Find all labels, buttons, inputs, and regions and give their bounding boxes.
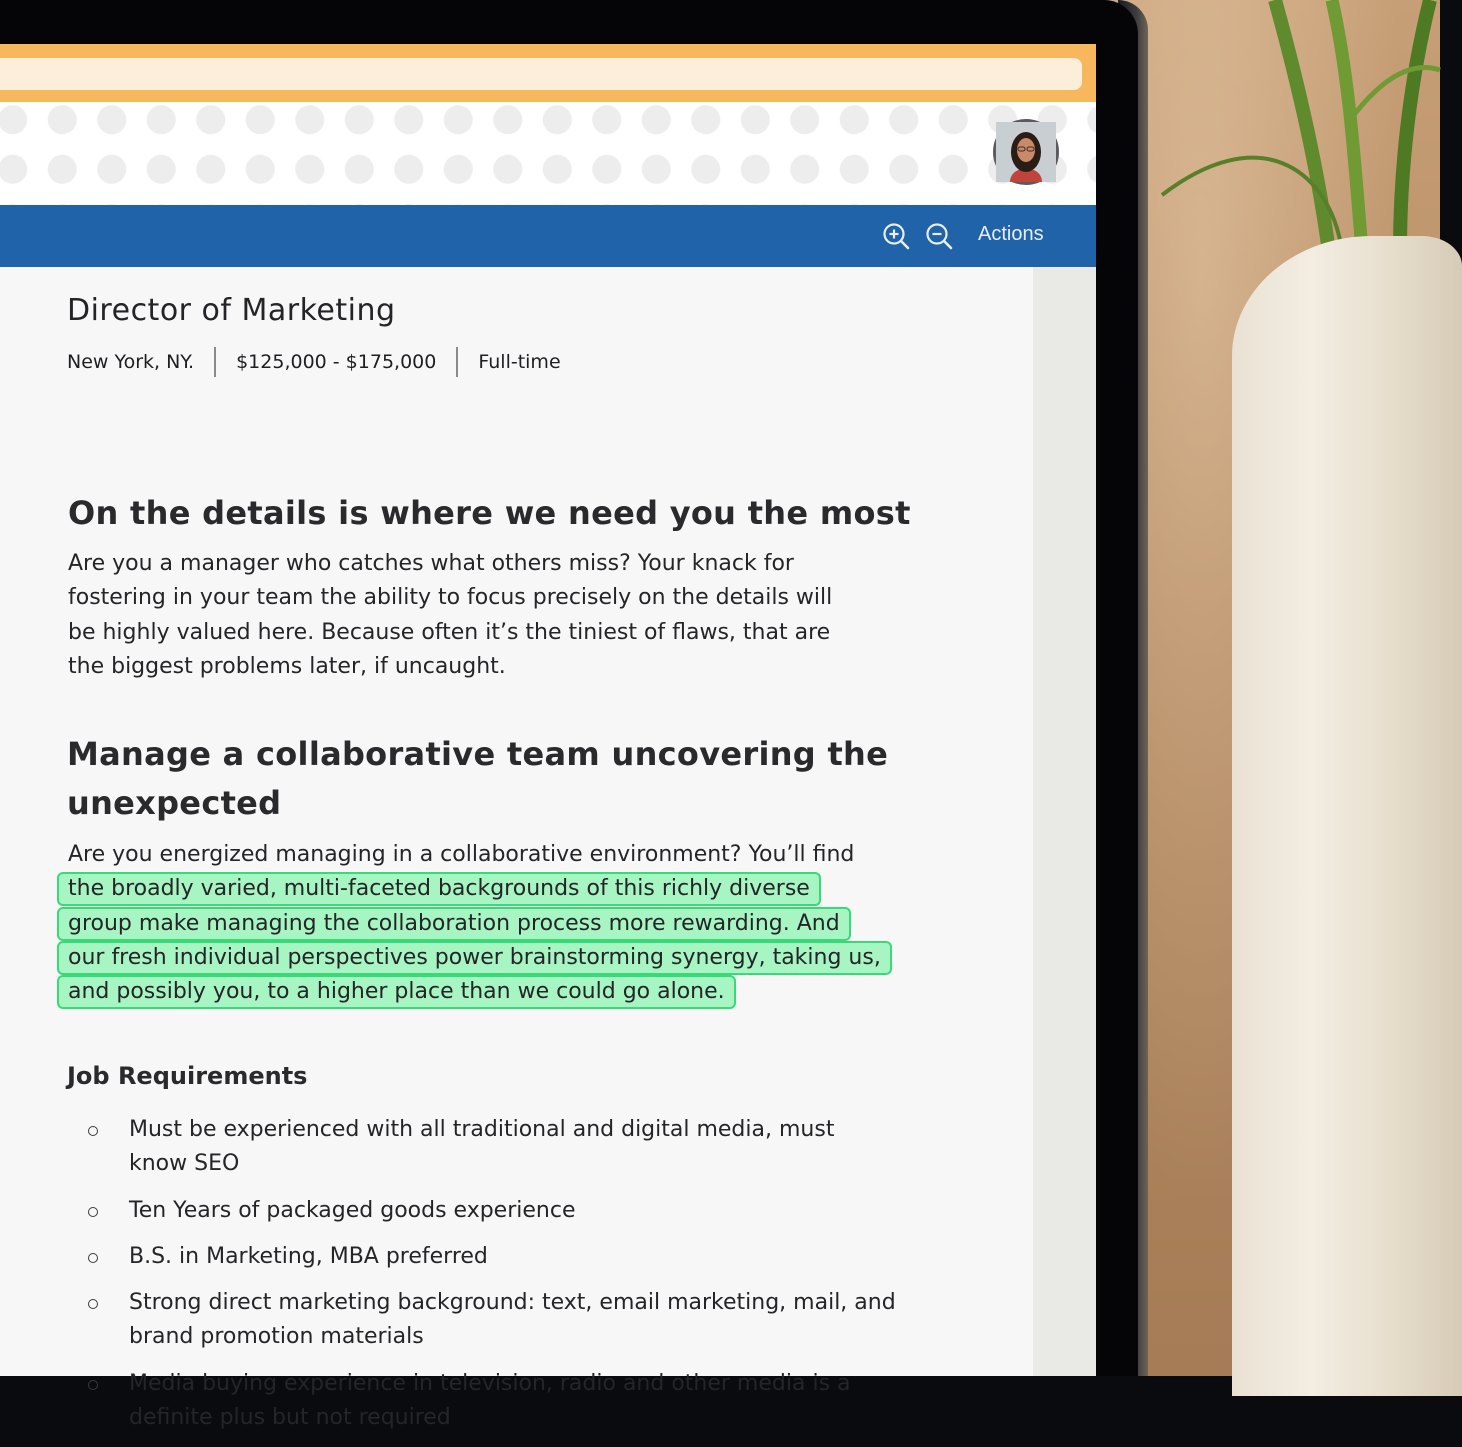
list-item-line: Media buying experience in television, radio and other media is a xyxy=(129,1370,851,1396)
zoom-in-icon[interactable] xyxy=(882,222,910,250)
document-toolbar xyxy=(0,205,1096,267)
paragraph-line: be highly valued here. Because often it’s the tiniest of flaws, that are xyxy=(68,619,831,645)
paragraph-line: fostering in your team the ability to focus precisely on the details will xyxy=(68,585,833,611)
bullet-icon xyxy=(88,1126,98,1136)
page-header xyxy=(0,102,1096,205)
section1-heading: On the details is where we need you the most xyxy=(68,494,911,532)
user-avatar[interactable] xyxy=(993,119,1059,185)
address-bar[interactable] xyxy=(0,58,1082,90)
paragraph-line: the biggest problems later, if uncaught. xyxy=(68,653,506,679)
bullet-icon xyxy=(88,1380,98,1390)
list-item xyxy=(86,1113,986,1182)
requirements-heading: Job Requirements xyxy=(67,1062,308,1090)
bullet-icon xyxy=(88,1253,98,1263)
actions-menu-button[interactable]: Actions xyxy=(978,223,1044,245)
list-item xyxy=(86,1367,986,1436)
bullet-icon xyxy=(88,1299,98,1309)
list-item xyxy=(86,1286,986,1355)
job-location: New York, NY. xyxy=(67,351,195,373)
section1-paragraph xyxy=(68,547,928,684)
job-type: Full-time xyxy=(478,351,561,373)
highlighted-text[interactable]: the broadly varied, multi-faceted backgrounds of this richly diverse xyxy=(57,872,821,906)
paragraph-line: Are you energized managing in a collaborative environment? You’ll find xyxy=(68,842,855,867)
list-item-line: definite plus but not required xyxy=(129,1405,451,1431)
vase xyxy=(1232,236,1462,1396)
highlighted-text[interactable]: and possibly you, to a higher place than we could go alone. xyxy=(57,975,736,1009)
job-title: Director of Marketing xyxy=(67,293,396,328)
app-screen xyxy=(0,44,1096,1431)
job-meta xyxy=(67,347,561,377)
avatar-image xyxy=(996,122,1056,182)
requirements-list xyxy=(86,1113,986,1447)
bullet-icon xyxy=(88,1207,98,1217)
list-item-line: B.S. in Marketing, MBA preferred xyxy=(129,1243,488,1269)
highlighted-text[interactable]: our fresh individual perspectives power brainstorming synergy, taking us, xyxy=(57,941,892,975)
list-item-line: know SEO xyxy=(129,1151,240,1177)
heading-line: unexpected xyxy=(67,784,282,822)
list-item-line: Ten Years of packaged goods experience xyxy=(129,1197,576,1223)
list-item-line: brand promotion materials xyxy=(129,1324,424,1350)
browser-topbar xyxy=(0,44,1096,102)
job-salary: $125,000 - $175,000 xyxy=(236,351,437,373)
meta-divider xyxy=(456,347,458,377)
zoom-out-icon[interactable] xyxy=(925,222,953,250)
heading-line: Manage a collaborative team uncovering the xyxy=(67,735,889,773)
list-item xyxy=(86,1240,986,1274)
paragraph-line: Are you a manager who catches what others miss? Your knack for xyxy=(68,551,794,576)
section2-paragraph xyxy=(68,838,928,1009)
highlighted-text[interactable]: group make managing the collaboration process more rewarding. And xyxy=(57,907,851,941)
job-posting-document xyxy=(0,267,1033,1431)
list-item-line: Must be experienced with all traditional and digital media, must xyxy=(129,1117,835,1142)
list-item xyxy=(86,1194,986,1228)
meta-divider xyxy=(214,347,216,377)
list-item-line: Strong direct marketing background: text, email marketing, mail, and xyxy=(129,1290,896,1316)
section2-heading xyxy=(67,730,888,828)
scroll-rail[interactable] xyxy=(1033,267,1096,1376)
